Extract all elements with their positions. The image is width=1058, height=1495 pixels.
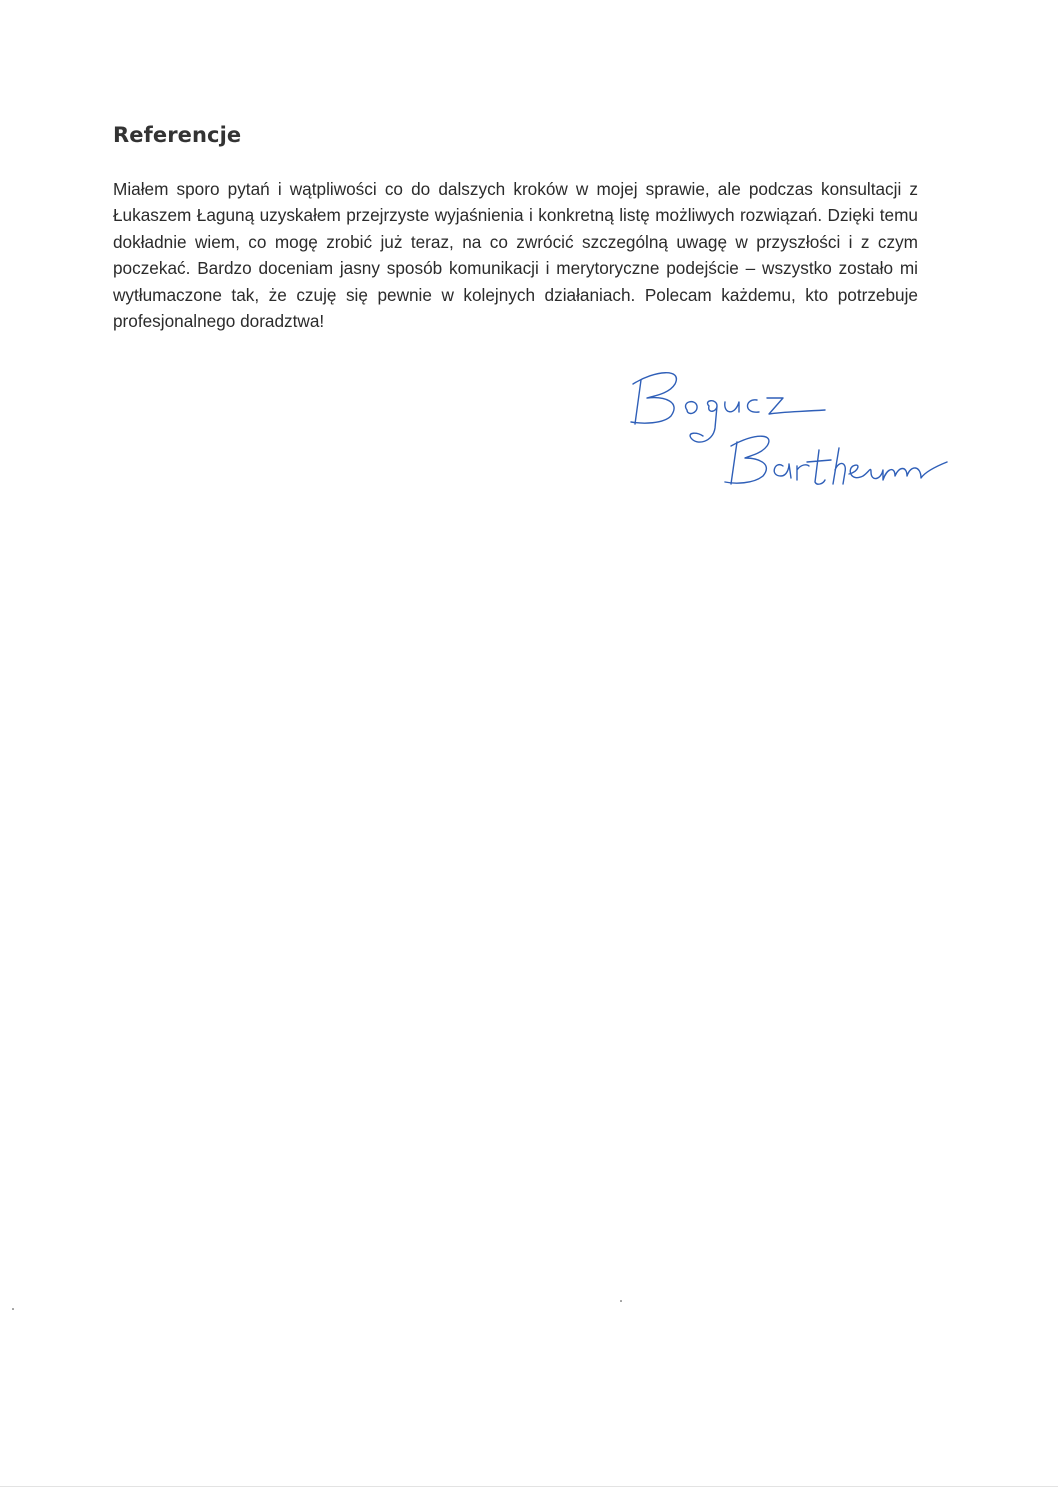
scan-speck [620, 1300, 622, 1302]
reference-body-text: Miałem sporo pytań i wątpliwości co do dalszych kroków w mojej sprawie, ale podczas konsultacji z Łukaszem Łaguną uzyskałem przejrzyste wyjaśnienia i konkretną listę możliwych rozwiązań. Dzięki temu dokładnie wiem, co mogę zrobić już teraz, na co zwrócić szczególną uwagę w przyszłości i z czym poczekać. Bardzo doceniam jasny sposób komunikacji i merytoryczne podejście – wszystko zostało mi wytłumaczone tak, że czuję się pewnie w kolejnych działaniach. Polecam każdemu, kto potrzebuje profesjonalnego doradztwa! [113, 179, 918, 332]
handwritten-signature [625, 362, 955, 497]
page-title: Referencje [113, 123, 242, 147]
scan-bottom-edge [0, 1486, 1058, 1487]
scan-speck [12, 1308, 14, 1310]
